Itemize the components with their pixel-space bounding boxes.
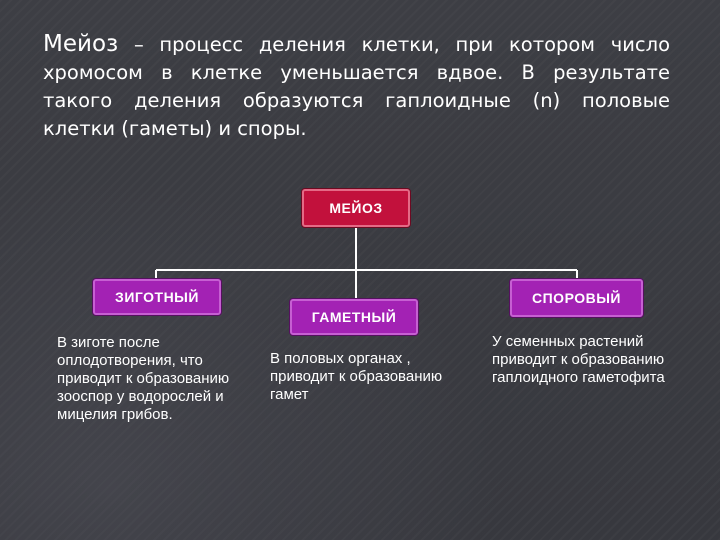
meiosis-root-box: МЕЙОЗ <box>302 189 410 227</box>
sporic-description: У семенных растений приводит к образованию гаплоидного гаметофита <box>492 333 665 386</box>
heading-term: Мейоз <box>43 31 119 57</box>
zygotic-meiosis-box: ЗИГОТНЫЙ <box>93 279 221 315</box>
sporic-meiosis-box: СПОРОВЫЙ <box>510 279 643 317</box>
heading-definition: процесс деления клетки, при котором число хромосом в клетке уменьшается вдвое. В результате такого деления образуются гаплоидные (n) половые клетки (гаметы) и споры. <box>43 33 671 140</box>
zygotic-description: В зиготе после оплодотворения, что приводит к образованию зооспор у водорослей и мицелия грибов. <box>57 334 230 423</box>
gametic-meiosis-box: ГАМЕТНЫЙ <box>290 299 418 335</box>
heading-dash: – <box>133 33 144 56</box>
gametic-description: В половых органах , приводит к образованию гамет <box>270 350 443 403</box>
